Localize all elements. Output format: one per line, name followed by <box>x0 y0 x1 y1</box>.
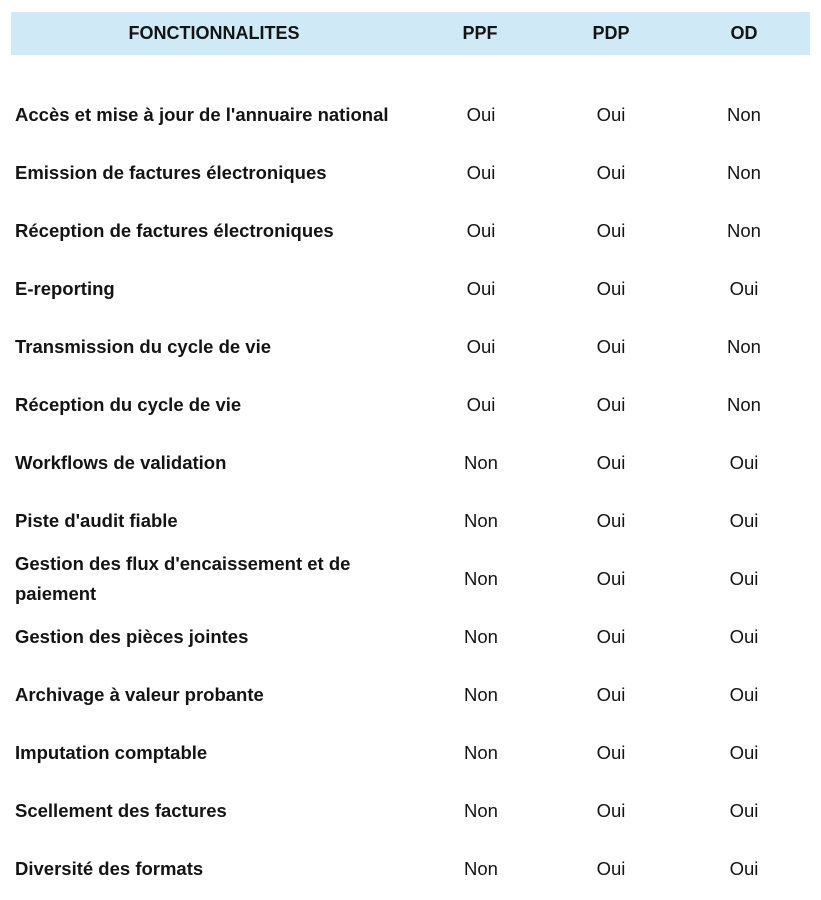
ppf-value: Oui <box>466 104 496 125</box>
table-row <box>0 274 821 304</box>
pdp-value: Oui <box>596 858 626 879</box>
feature-label: Emission de factures électroniques <box>15 162 327 183</box>
ppf-value: Oui <box>466 220 496 241</box>
ppf-value: Non <box>464 742 498 763</box>
feature-label: Gestion des pièces jointes <box>15 626 249 647</box>
feature-label: Accès et mise à jour de l'annuaire national <box>15 104 389 125</box>
table-row <box>0 622 821 652</box>
ppf-value: Oui <box>466 162 496 183</box>
table-row <box>0 158 821 188</box>
table-row <box>0 332 821 362</box>
table-row <box>0 390 821 420</box>
pdp-value: Oui <box>596 568 626 589</box>
pdp-value: Oui <box>596 394 626 415</box>
od-value: Oui <box>729 510 759 531</box>
header-pdp: PDP <box>592 23 630 43</box>
od-value: Non <box>727 162 761 183</box>
ppf-value: Non <box>464 684 498 705</box>
od-value: Non <box>727 104 761 125</box>
table-row <box>0 854 821 884</box>
pdp-value: Oui <box>596 278 626 299</box>
pdp-value: Oui <box>596 452 626 473</box>
table-row <box>0 680 821 710</box>
ppf-value: Non <box>464 858 498 879</box>
ppf-value: Oui <box>466 394 496 415</box>
od-value: Oui <box>729 626 759 647</box>
od-value: Oui <box>729 278 759 299</box>
pdp-value: Oui <box>596 510 626 531</box>
od-value: Oui <box>729 742 759 763</box>
feature-label: Workflows de validation <box>15 452 227 473</box>
ppf-value: Non <box>464 452 498 473</box>
od-value: Non <box>727 394 761 415</box>
ppf-value: Oui <box>466 278 496 299</box>
table-row <box>0 84 821 146</box>
pdp-value: Oui <box>596 800 626 821</box>
od-value: Non <box>727 336 761 357</box>
ppf-value: Non <box>464 626 498 647</box>
pdp-value: Oui <box>596 162 626 183</box>
pdp-value: Oui <box>596 336 626 357</box>
feature-label: Transmission du cycle de vie <box>15 336 272 357</box>
pdp-value: Oui <box>596 104 626 125</box>
table-row <box>0 506 821 536</box>
table-header <box>11 12 810 55</box>
table-row <box>0 216 821 246</box>
feature-label: Piste d'audit fiable <box>15 510 178 531</box>
od-value: Non <box>727 220 761 241</box>
ppf-value: Non <box>464 510 498 531</box>
pdp-value: Oui <box>596 220 626 241</box>
od-value: Oui <box>729 684 759 705</box>
ppf-value: Non <box>464 568 498 589</box>
feature-label: Imputation comptable <box>15 742 208 763</box>
header-od: OD <box>730 23 758 43</box>
pdp-value: Oui <box>596 626 626 647</box>
feature-label: E-reporting <box>15 278 115 299</box>
feature-label: Scellement des factures <box>15 800 227 821</box>
feature-label: Réception du cycle de vie <box>15 394 242 415</box>
table-row <box>0 448 821 478</box>
feature-label: Archivage à valeur probante <box>15 684 264 705</box>
ppf-value: Non <box>464 800 498 821</box>
table-row <box>0 796 821 826</box>
od-value: Oui <box>729 800 759 821</box>
od-value: Oui <box>729 858 759 879</box>
ppf-value: Oui <box>466 336 496 357</box>
feature-label: Diversité des formats <box>15 858 204 879</box>
od-value: Oui <box>729 452 759 473</box>
pdp-value: Oui <box>596 684 626 705</box>
feature-label: Gestion des flux d'encaissement et de paiement <box>15 553 351 604</box>
table-row <box>0 738 821 768</box>
table-row <box>0 548 821 610</box>
feature-label: Réception de factures électroniques <box>15 220 334 241</box>
od-value: Oui <box>729 568 759 589</box>
header-ppf: PPF <box>462 23 498 43</box>
header-features: FONCTIONNALITES <box>128 23 300 43</box>
pdp-value: Oui <box>596 742 626 763</box>
